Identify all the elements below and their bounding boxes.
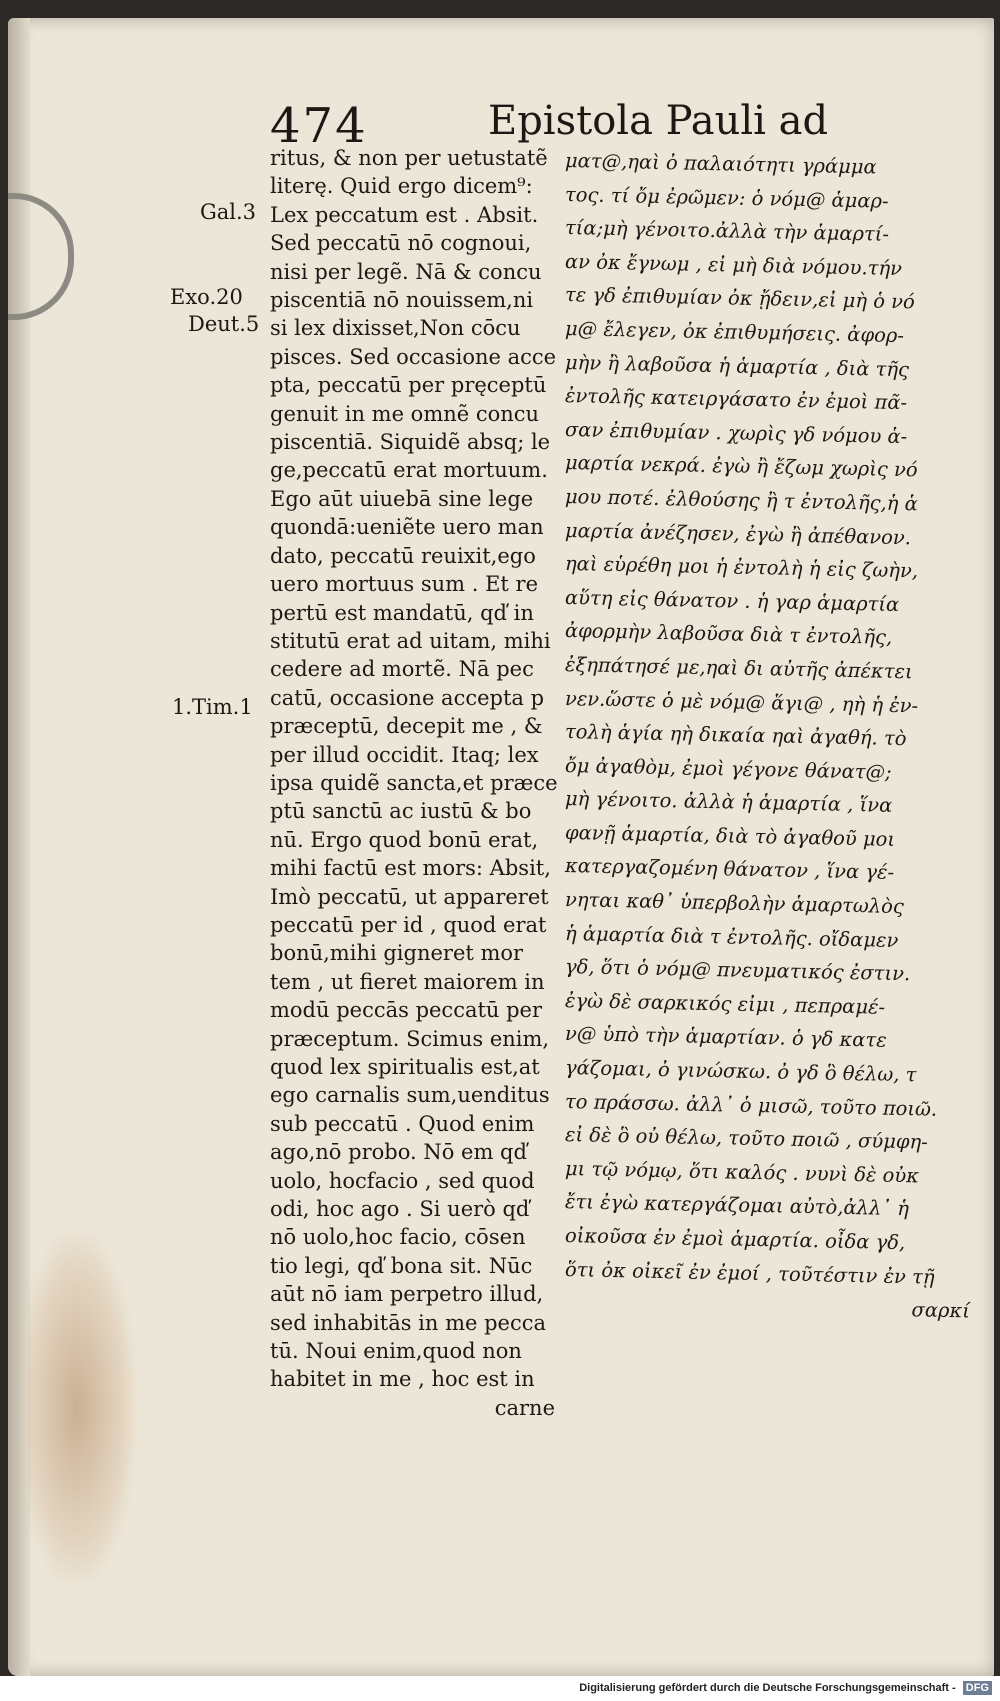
latin-text-line: ego carnalis sum,uenditus	[270, 1083, 550, 1108]
latin-text-line: mihi factū est mors: Absit,	[270, 856, 551, 881]
latin-text-line: si lex dixisset,Non cōcu	[270, 316, 521, 341]
latin-text-line: præceptum. Scimus enim,	[270, 1026, 550, 1051]
water-stain	[28, 1233, 136, 1583]
greek-text-line: ἐντολῆς κατειργάσατο ἐν ἐμοὶ πᾶ-	[564, 384, 908, 415]
latin-text-line: Lex peccatum est . Absit.	[270, 202, 539, 227]
greek-text-line: αν ὀκ ἔγνωμ , εἰ μὴ διὰ νόμου.τήν	[564, 249, 903, 280]
latin-text-line: odi, hoc ago . Si uerò qď	[270, 1197, 530, 1222]
latin-text-line: tū. Noui enim,quod non	[270, 1339, 522, 1364]
greek-text-line: σαρκί	[911, 1298, 971, 1323]
latin-text-line: tio legi, qď bona sit. Nūc	[270, 1253, 533, 1278]
greek-text-line: τος. τί ὄμ ἐρῶμεν: ὁ νόμ@ ἁμαρ-	[564, 182, 889, 213]
greek-text-line: μὴ γένοιτο. ἀλλὰ ἡ ἁμαρτία , ἵνα	[564, 787, 893, 818]
greek-text-line: ἐγὼ δὲ σαρκικός εἰμι , πεπραμέ-	[564, 988, 886, 1019]
latin-text-line: cedere ad mortẽ. Nā pec	[270, 657, 534, 682]
latin-text-line: genuit in me omnẽ concu	[270, 401, 540, 426]
latin-text-line: piscentiā nō nouissem,ni	[270, 288, 534, 313]
latin-text-line: nisi per legẽ. Nā & concu	[270, 259, 542, 284]
dfg-logo: DFG	[963, 1681, 992, 1695]
greek-text-line: ν@ ὑπὸ τὴν ἁμαρτίαν. ὁ γδ κατε	[564, 1022, 887, 1053]
footer-bar	[0, 1676, 1000, 1701]
greek-text-line: φανῇ ἁμαρτία, διὰ τὸ ἀγαθοῦ μοι	[564, 820, 896, 851]
latin-text-line: piscentiā. Siquidẽ absq; le	[270, 430, 551, 455]
greek-column	[564, 144, 971, 1323]
greek-text-line: μι τῷ νόμῳ, ὅτι καλός . νυνὶ δὲ οὐκ	[564, 1156, 920, 1188]
latin-text-line: aūt nō iam perpetro illud,	[270, 1282, 544, 1307]
latin-text-line: Sed peccatū nō cognoui,	[270, 231, 532, 256]
latin-text-line: nū. Ergo quod bonū erat,	[270, 827, 539, 852]
greek-text-line: μ@ ἔλεγεν, ὀκ ἐπιθυμήσεις. ἀφορ-	[564, 316, 905, 348]
footer-credit: Digitalisierung gefördert durch die Deutsche Forschungsgemeinschaft -	[579, 1682, 956, 1694]
marginal-note-exo: Exo.20	[170, 285, 243, 309]
marginal-note-tim: 1.Tim.1	[172, 695, 253, 719]
latin-text-line: literę. Quid ergo dicem⁹:	[270, 174, 533, 199]
latin-text-line: sub peccatū . Quod enim	[270, 1111, 535, 1136]
greek-text-line: μὴν ἢ λαβοῦσα ἡ ἁμαρτία , διὰ τῆς	[564, 350, 910, 381]
greek-text-line: νηται καθ᾽ ὑπερβολὴν ἁμαρτωλὸς	[564, 888, 905, 919]
marginal-note-deut: Deut.5	[188, 312, 260, 336]
latin-text-line: habitet in me , hoc est in	[270, 1367, 535, 1392]
scan-clip	[8, 193, 74, 320]
latin-text-line: per illud occidit. Itaq; lex	[270, 742, 539, 767]
latin-text-line: dato, peccatū reuixit,ego	[270, 543, 536, 568]
latin-text-line: catū, occasione accepta p	[270, 685, 545, 710]
latin-text-line: Ego aūt uiuebā sine lege	[270, 486, 534, 511]
greek-text-line: ἡ ἁμαρτία διὰ τ ἐντολῆς. οἴδαμεν	[564, 921, 899, 952]
marginal-note-gal: Gal.3	[200, 200, 257, 224]
latin-text-line: ritus, & non per uetustatẽ	[270, 146, 548, 170]
greek-text-line: τολὴ ἁγία ηὴ δικαία ηαὶ ἀγαθή. τὸ	[564, 720, 907, 751]
greek-text-line: ἀφορμὴν λαβοῦσα διὰ τ ἐντολῆς,	[564, 619, 893, 650]
greek-text-line: ὅτι ὀκ οἰκεῖ ἐν ἐμοί , τοῦτέστιν ἐν τῇ	[564, 1257, 935, 1289]
greek-text-line: ματ@,ηαὶ ὀ παλαιότητι γράμμα	[564, 149, 877, 179]
greek-text-line: γάζομαι, ὀ γινώσκω. ὀ γδ ὃ θέλω, τ	[564, 1056, 917, 1087]
running-head: Epistola Pauli ad	[488, 98, 829, 144]
greek-text-line: τία;μὴ γένοιτο.ἀλλὰ τὴν ἁμαρτί-	[564, 216, 890, 246]
greek-text-line: αὕτη εἰς θάνατον . ἡ γαρ ἁμαρτία	[564, 585, 900, 616]
latin-text-line: peccatū per id , quod erat	[270, 912, 547, 937]
greek-text-line: ὄμ ἀγαθὸμ, ἐμοὶ γέγονε θάνατ@;	[564, 753, 892, 784]
greek-text-line: τε γδ ἐπιθυμίαν ὀκ ᾔδειν,εἰ μὴ ὁ νό	[564, 283, 915, 314]
latin-text-line: ptū sanctū ac iustū & bo	[270, 799, 532, 824]
greek-text-line: οἰκοῦσα ἐν ἐμοὶ ἁμαρτία. οἶδα γδ,	[564, 1224, 906, 1255]
latin-text-line: modū peccās peccatū per	[270, 998, 543, 1023]
latin-text-line: carne	[494, 1395, 555, 1420]
latin-text-line: bonū,mihi gigneret mor	[270, 941, 524, 966]
latin-text-line: uolo, hocfacio , sed quod	[270, 1168, 535, 1193]
latin-text-line: pta, peccatū per pręceptū	[270, 373, 547, 398]
latin-text-line: præceptū, decepit me , &	[270, 714, 543, 739]
latin-text-line: stitutū erat ad uitam, mihi	[270, 628, 551, 653]
greek-text-line: ἐξηπάτησέ με,ηαὶ δι αὐτῆς ἀπέκτει	[564, 652, 913, 684]
latin-text-line: pertū est mandatū, qď in	[270, 600, 534, 625]
greek-text-line: ηαὶ εὑρέθη μοι ἡ ἐντολὴ ἡ εἰς ζωὴν,	[564, 552, 919, 583]
page-number: 474	[270, 98, 368, 154]
latin-text-line: ago,nō probo. Nō em qď	[270, 1140, 527, 1165]
greek-text-line: μαρτία νεκρά. ἐγὼ ἢ ἔζωμ χωρὶς νό	[564, 451, 918, 482]
latin-text-line: Imò peccatū, ut appareret	[270, 884, 549, 909]
latin-text-line: pisces. Sed occasione acce	[270, 344, 557, 369]
latin-text-line: sed inhabitās in me pecca	[270, 1310, 547, 1335]
greek-text-line: εἰ δὲ ὃ οὐ θέλω, τοῦτο ποιῶ , σύμφη-	[564, 1123, 929, 1154]
greek-text-line: κατεργαζομένη θάνατον , ἵνα γέ-	[564, 854, 895, 885]
latin-column	[270, 144, 558, 1422]
latin-text-line: ge,peccatū erat mortuum.	[270, 458, 548, 483]
latin-text-line: tem , ut fieret maiorem in	[270, 969, 545, 994]
greek-text-line: σαν ἐπιθυμίαν . χωρὶς γδ νόμου ἁ-	[564, 417, 908, 448]
greek-text-line: ἔτι ἐγὼ κατεργάζομαι αὐτὸ,ἀλλ᾽ ἡ	[564, 1190, 910, 1221]
latin-text-line: uero mortuus sum . Et re	[270, 572, 538, 597]
greek-text-line: γδ, ὅτι ὁ νόμ@ πνευματικός ἐστιν.	[564, 955, 911, 986]
greek-text-line: νεν.ὥστε ὁ μὲ νόμ@ ἅγι@ , ηὴ ἡ ἐν-	[564, 686, 919, 717]
latin-text-line: nō uolo,hoc facio, cōsen	[270, 1225, 526, 1250]
greek-text-line: μου ποτέ. ἐλθούσης ἢ τ ἐντολῆς,ἡ ἁ	[564, 484, 919, 516]
greek-text-line: μαρτία ἀνέζησεν, ἐγὼ ἢ ἀπέθανον.	[564, 518, 912, 549]
greek-text-line: το πράσσω. ἀλλ᾽ ὁ μισῶ, τοῦτο ποιῶ.	[564, 1089, 938, 1121]
latin-text-line: quondā:ueniẽte uero man	[270, 515, 544, 540]
latin-text-line: quod lex spiritualis est,at	[270, 1055, 540, 1079]
latin-text-line: ipsa quidẽ sancta,et præce	[270, 770, 558, 795]
